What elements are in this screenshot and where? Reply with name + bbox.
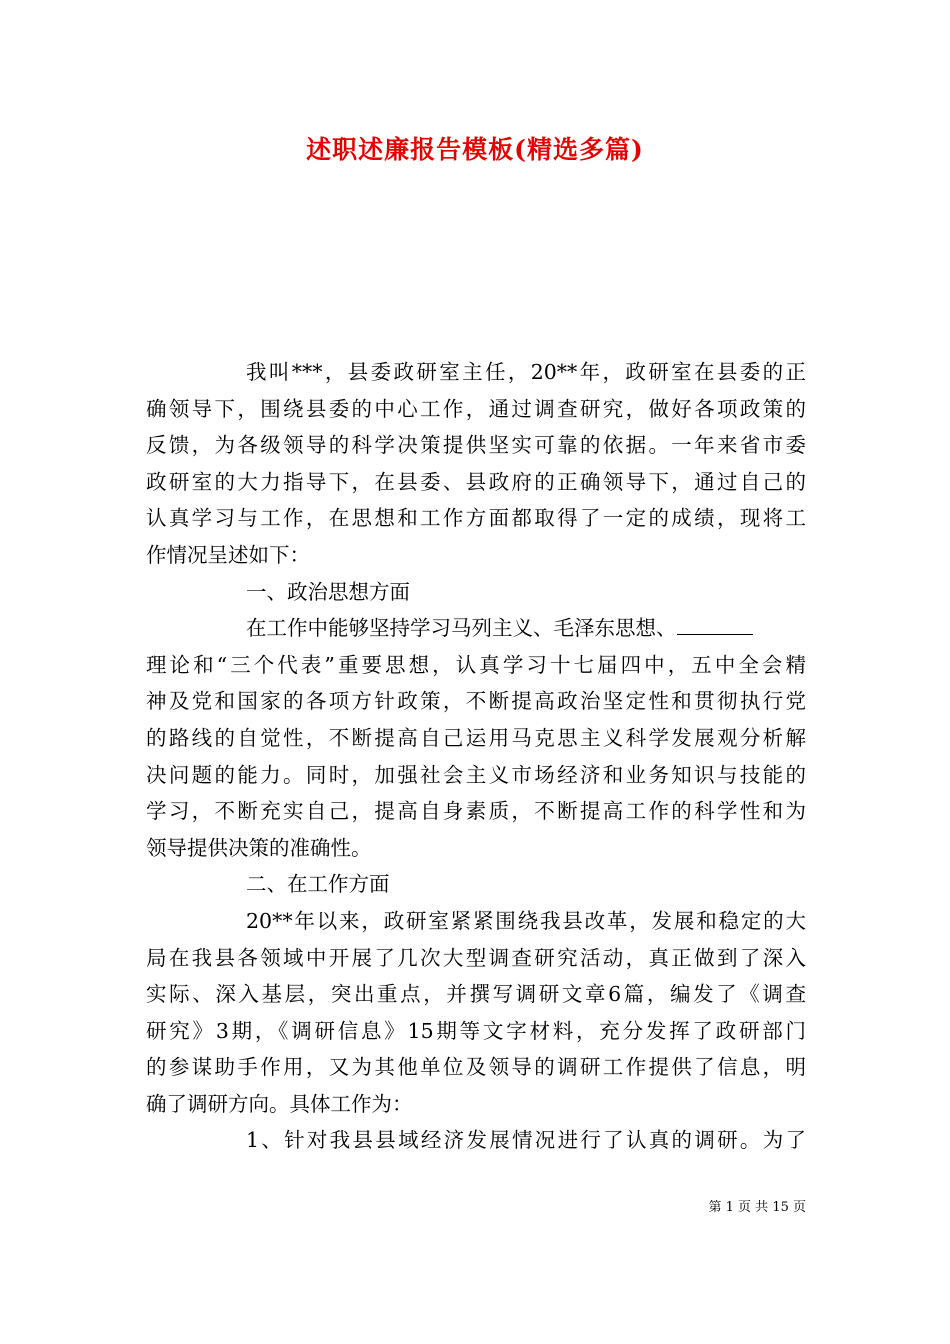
body-line: 决问题的能力。同时，加强社会主义市场经济和业务知识与技能的 <box>146 762 806 787</box>
body-line: 认真学习与工作，在思想和工作方面都取得了一定的成绩，现将工 <box>146 506 806 531</box>
document-body <box>146 354 806 1159</box>
body-line: 的路线的自觉性，不断提高自己运用马克思主义科学发展观分析解 <box>146 725 806 750</box>
body-line: 研究》3期，《调研信息》15期等文字材料，充分发挥了政研部门 <box>146 1018 806 1043</box>
body-line: 确领导下，围绕县委的中心工作，通过调查研究，做好各项政策的 <box>146 396 806 421</box>
body-line: 反馈，为各级领导的科学决策提供坚实可靠的依据。一年来省市委 <box>146 433 806 458</box>
body-line: 政研室的大力指导下，在县委、县政府的正确领导下，通过自己的 <box>146 469 806 494</box>
body-line: 20**年以来，政研室紧紧围绕我县改革，发展和稳定的大 <box>246 908 806 933</box>
fill-in-blank <box>677 614 753 635</box>
body-line: 的参谋助手作用，又为其他单位及领导的调研工作提供了信息，明 <box>146 1055 806 1080</box>
body-line: 神及党和国家的各项方针政策，不断提高政治坚定性和贯彻执行党 <box>146 689 806 714</box>
document-title: 述职述廉报告模板(精选多篇) <box>306 135 644 164</box>
body-line: 作情况呈述如下： <box>146 542 310 567</box>
body-line-text: 在工作中能够坚持学习马列主义、毛泽东思想、 <box>246 616 677 641</box>
body-line: 学习，不断充实自己，提高自身素质，不断提高工作的科学性和为 <box>146 799 806 824</box>
body-line: 确了调研方向。具体工作为： <box>146 1091 413 1116</box>
body-line: 领导提供决策的准确性。 <box>146 835 372 860</box>
section-heading: 二、在工作方面 <box>246 872 390 897</box>
page-footer: 第 1 页 共 15 页 <box>708 1200 806 1215</box>
body-line: 理论和“三个代表”重要思想，认真学习十七届四中，五中全会精 <box>146 652 806 677</box>
body-line: 局在我县各领域中开展了几次大型调查研究活动，真正做到了深入 <box>146 945 806 970</box>
body-line: 实际、深入基层，突出重点，并撰写调研文章6篇，编发了《调查 <box>146 982 806 1007</box>
body-line: 我叫***，县委政研室主任，20**年，政研室在县委的正 <box>246 360 806 384</box>
section-heading: 一、政治思想方面 <box>246 579 410 604</box>
body-line: 1、针对我县县域经济发展情况进行了认真的调研。为了 <box>246 1128 806 1153</box>
body-line-with-blank <box>146 610 806 647</box>
